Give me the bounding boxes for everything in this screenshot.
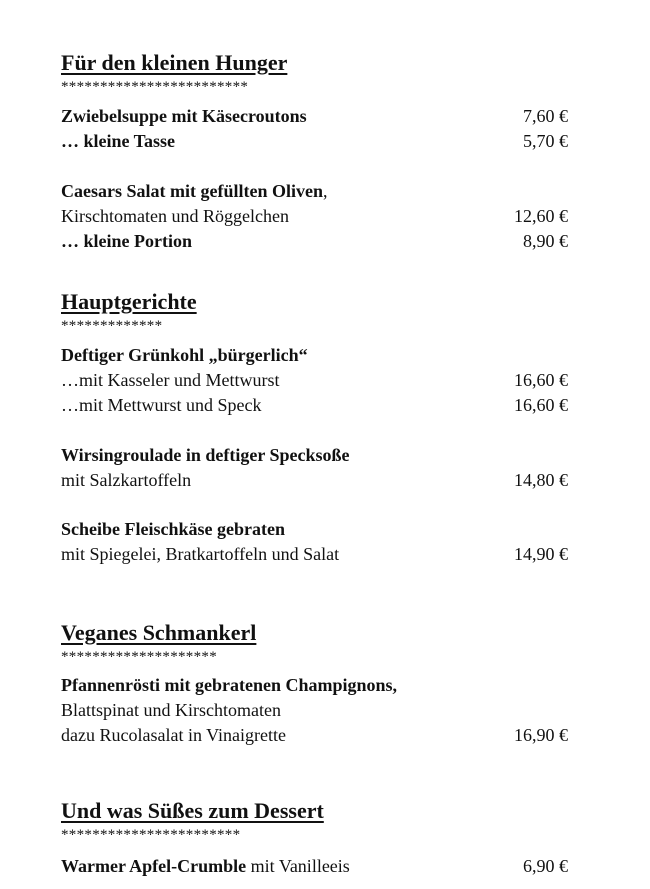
dish-price: 16,60 €	[514, 395, 568, 415]
dish-price: 7,60 €	[523, 106, 568, 126]
dish-name	[61, 180, 327, 202]
dish-name-rest: mit Vanilleeis	[246, 856, 350, 876]
section-heading: Und was Süßes zum Dessert	[61, 798, 324, 823]
dish-price: 5,70 €	[523, 131, 568, 151]
dish-name-bold: Caesars Salat mit gefüllten Oliven	[61, 181, 323, 201]
dish-price: 12,60 €	[514, 206, 568, 226]
section-heading: Hauptgerichte	[61, 289, 197, 314]
dish-description: Kirschtomaten und Röggelchen	[61, 206, 289, 226]
dish-name: Wirsingroulade in deftiger Specksoße	[61, 445, 350, 465]
dish-name-bold: Warmer Apfel-Crumble	[61, 856, 247, 876]
dish-description: mit Spiegelei, Bratkartoffeln und Salat	[61, 544, 340, 564]
section-heading: Veganes Schmankerl	[61, 620, 257, 645]
dish-price: 14,90 €	[514, 544, 568, 564]
section-divider-stars: *************	[61, 318, 163, 334]
dish-price: 16,60 €	[514, 370, 568, 390]
dish-price: 6,90 €	[523, 856, 568, 876]
dish-name: Pfannenrösti mit gebratenen Champignons,	[61, 675, 398, 695]
dish-variant: … kleine Portion	[61, 231, 192, 251]
dish-name	[61, 855, 350, 877]
dish-description: Blattspinat und Kirschtomaten	[61, 700, 281, 720]
section-divider-stars: ********************	[61, 649, 217, 665]
dish-variant: …mit Kasseler und Mettwurst	[61, 370, 280, 390]
dish-price: 14,80 €	[514, 470, 568, 490]
dish-name: Scheibe Fleischkäse gebraten	[61, 519, 285, 539]
section-divider-stars: ************************	[61, 79, 249, 95]
dish-price: 8,90 €	[523, 231, 568, 251]
dish-description: mit Salzkartoffeln	[61, 470, 192, 490]
dish-price: 16,90 €	[514, 725, 568, 745]
dish-name: Zwiebelsuppe mit Käsecroutons	[61, 106, 307, 126]
section-divider-stars: ***********************	[61, 827, 241, 843]
dish-variant: …mit Mettwurst und Speck	[61, 395, 262, 415]
dish-variant: … kleine Tasse	[61, 131, 176, 151]
dish-description: dazu Rucolasalat in Vinaigrette	[61, 725, 287, 745]
dish-name-rest: ,	[322, 181, 328, 201]
dish-name: Deftiger Grünkohl „bürgerlich“	[61, 345, 308, 365]
section-heading: Für den kleinen Hunger	[61, 50, 288, 75]
